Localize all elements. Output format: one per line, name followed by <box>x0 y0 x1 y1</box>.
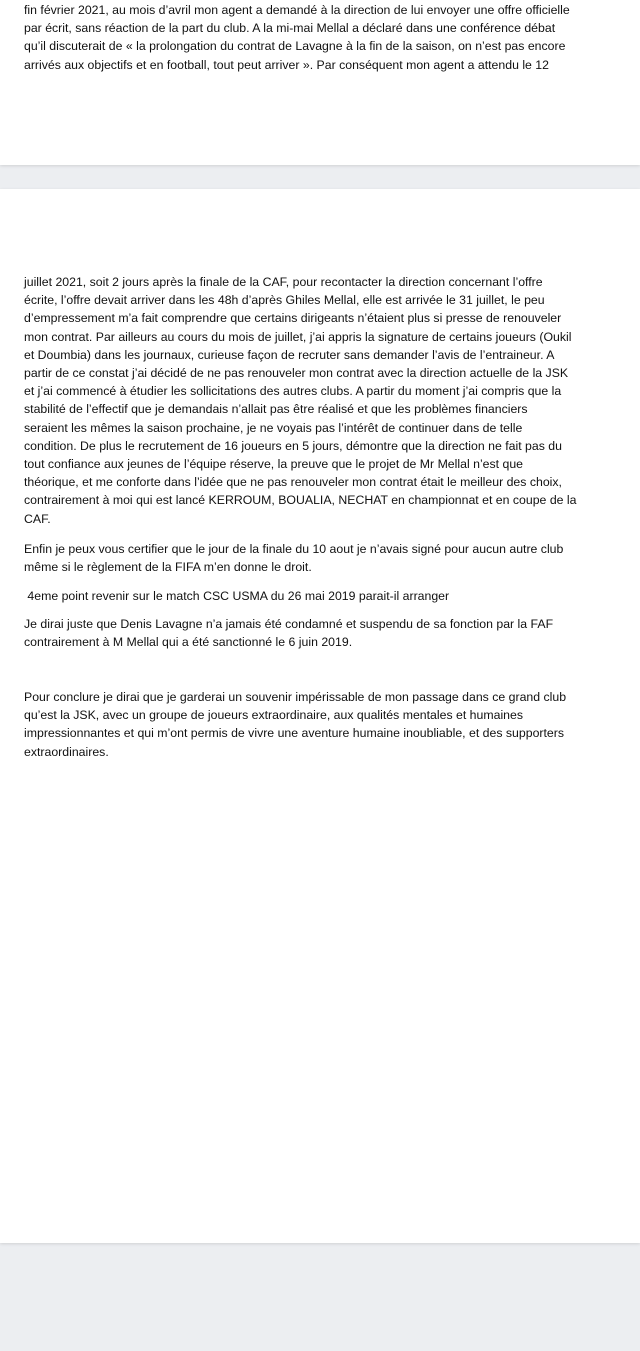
text-line: écrite, l’offre devait arriver dans les 48h d’après Ghiles Mellal, elle est arrivée le 31 juillet, le peu <box>24 293 545 308</box>
text-line: tout confiance aux jeunes de l’équipe réserve, la preuve que le projet de Mr Mellal n’est que <box>24 457 524 472</box>
document-page-1 <box>0 0 640 165</box>
paragraph-conclusion <box>24 688 600 761</box>
text-line: Pour conclure je dirai que je garderai un souvenir impérissable de mon passage dans ce grand club <box>24 690 567 704</box>
text-line: impressionnantes et qui m’ont permis de vivre une aventure humaine inoubliable, et des supporters <box>24 726 565 741</box>
text-line: 4eme point revenir sur le match CSC USMA du 26 mai 2019 parait-il arranger <box>24 589 450 603</box>
text-line: seraient les mêmes la saison prochaine, je ne voyais pas l’intérêt de continuer dans de telle <box>24 420 523 435</box>
text-line: extraordinaires. <box>24 744 109 759</box>
document-page-2 <box>0 189 640 1243</box>
paragraph-continuation <box>24 1 600 74</box>
text-line: et j’ai commencé à étudier les sollicitations des autres clubs. A partir du moment j’ai compris que la <box>24 384 562 399</box>
paragraph-point-4 <box>24 587 600 605</box>
text-line: fin février 2021, au mois d’avril mon agent a demandé à la direction de lui envoyer une offre officielle <box>24 3 570 17</box>
text-line: contrairement à M Mellal qui a été sanctionné le 6 juin 2019. <box>24 635 353 650</box>
text-line: contrairement à moi qui est lancé KERROUM, BOUALIA, NECHAT en championnat et en coupe de la <box>24 493 577 508</box>
text-line: d’empressement m’a fait comprendre que certains dirigeants n’étaient plus si presse de renouveler <box>24 311 562 326</box>
text-line: mon contrat. Par ailleurs au cours du mois de juillet, j’ai appris la signature de certains joueurs (Oukil <box>24 329 572 344</box>
text-line: condition. De plus le recrutement de 16 joueurs en 5 jours, démontre que la direction ne fait pas du <box>24 438 562 453</box>
text-line: par écrit, sans réaction de la part du club. A la mi-mai Mellal a déclaré dans une conférence débat <box>24 21 556 36</box>
text-line: Je dirai juste que Denis Lavagne n’a jamais été condamné et suspendu de sa fonction par la FAF <box>24 617 554 631</box>
text-line: qu’est la JSK, avec un groupe de joueurs extraordinaire, aux qualités mentales et humaines <box>24 708 524 723</box>
paragraph-final-certification <box>24 540 600 576</box>
text-line: théorique, et me conforte dans l’idée que ne pas renouveler mon contrat était le meilleur des choix, <box>24 475 562 490</box>
text-line: qu’il discuterait de « la prolongation du contrat de Lavagne à la fin de la saison, on n’est pas encore <box>24 39 566 54</box>
text-line: et Doumbia) dans les journaux, curieuse façon de recruter sans demander l’avis de l’entraineur. A <box>24 347 555 362</box>
text-line: stabilité de l’effectif que je demandais n’allait pas être réalisé et que les problèmes financiers <box>24 402 528 417</box>
text-line: même si le règlement de la FIFA m’en donne le droit. <box>24 560 312 575</box>
text-line: Enfin je peux vous certifier que le jour de la finale du 10 aout je n’avais signé pour aucun autre club <box>24 542 564 556</box>
text-line: juillet 2021, soit 2 jours après la finale de la CAF, pour recontacter la direction concernant l’offre <box>24 275 543 289</box>
text-line: CAF. <box>24 511 51 526</box>
text-line: arrivés aux objectifs et en football, tout peut arriver ». Par conséquent mon agent a attendu le 12 <box>24 57 549 72</box>
text-line: partir de ce constat j’ai décidé de ne pas renouveler mon contrat avec la direction actuelle de la JSK <box>24 366 569 381</box>
paragraph-lavagne <box>24 615 600 651</box>
paragraph-main <box>24 273 600 528</box>
